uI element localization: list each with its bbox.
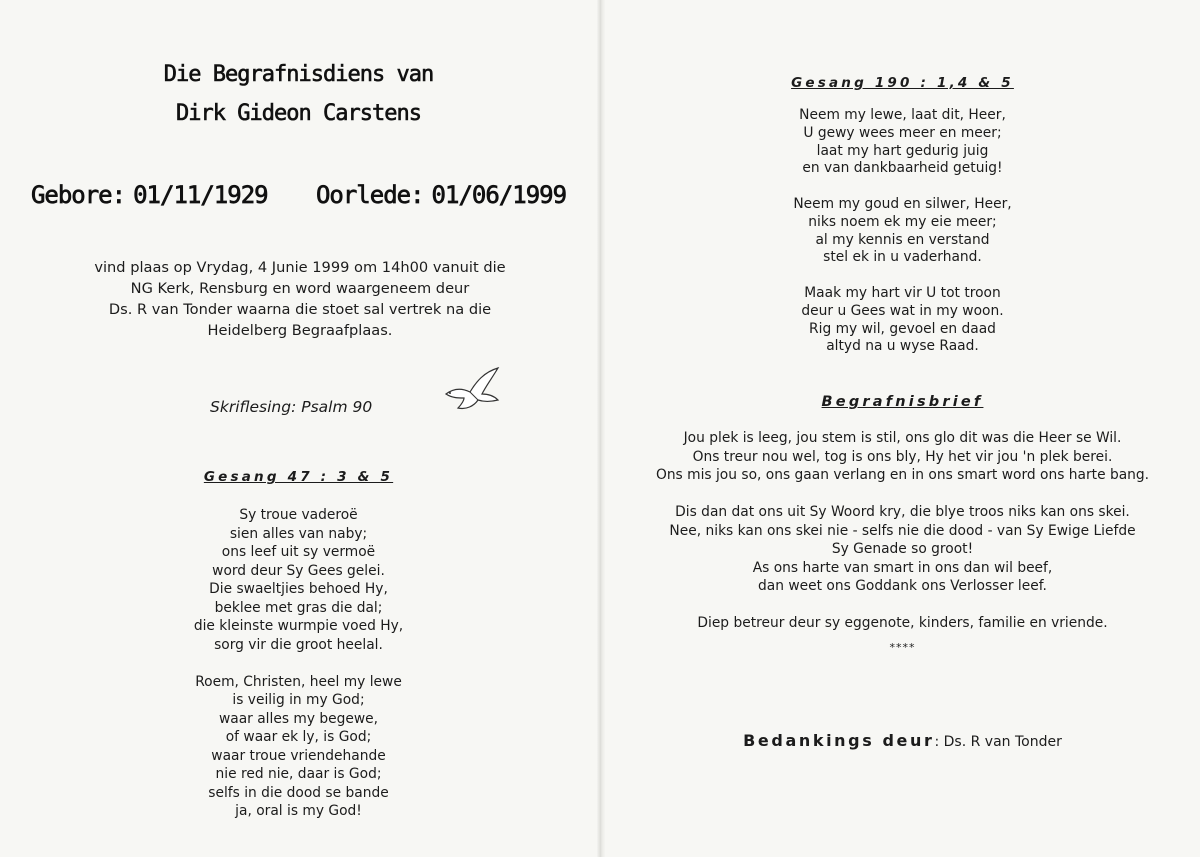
right-panel: [605, 0, 1200, 857]
deceased-name: Dirk Gideon Carstens: [176, 101, 421, 126]
dates-line: [0, 181, 597, 209]
verse-line: selfs in die dood se bande: [208, 784, 389, 801]
died-date: 01/06/1999: [431, 181, 567, 209]
verse-line: al my kennis en verstand: [815, 231, 990, 248]
verse-line: ja, oral is my God!: [235, 803, 362, 819]
verse-line: waar alles my begewe,: [218, 710, 379, 727]
verse-line: is veilig in my God;: [232, 692, 365, 708]
died-label: Oorlede:: [315, 181, 424, 209]
center-fold: [597, 0, 605, 857]
hymn-47-heading: Gesang 47 : 3 & 5: [203, 469, 394, 485]
verse-line: Die swaeltjies behoed Hy,: [209, 581, 388, 597]
hymn-190-verses: [605, 107, 1200, 356]
dove-icon: [440, 364, 502, 412]
verse-line: Maak my hart vir U tot troon: [804, 284, 1001, 301]
letter-line: dan weet ons Goddank ons Verlosser leef.: [758, 578, 1047, 594]
funeral-letter: [605, 429, 1200, 651]
verse-line: Neem my goud en silwer, Heer,: [793, 195, 1012, 212]
hymn-190-stanza-3: [605, 285, 1200, 356]
verse-line: waar troue vriendehande: [211, 747, 386, 764]
verse-line: deur u Gees wat in my woon.: [801, 302, 1004, 319]
verse-line: sien alles van naby;: [229, 525, 368, 542]
verse-line: Roem, Christen, heel my lewe: [195, 673, 402, 690]
letter-line: Dis dan dat ons uit Sy Woord kry, die blye troos niks kan ons skei.: [675, 504, 1130, 520]
letter-line: Ons mis jou so, ons gaan verlang en in ons smart word ons harte bang.: [655, 467, 1150, 483]
intro-line: Heidelberg Begraafplaas.: [207, 322, 393, 339]
hymn-47-stanza-2: [0, 673, 597, 821]
verse-line: altyd na u wyse Raad.: [826, 338, 979, 355]
intro-line: vind plaas op Vrydag, 4 Junie 1999 om 14h00 vanuit die: [94, 259, 506, 276]
verse-line: beklee met gras die dal;: [214, 599, 383, 616]
letter-paragraph-2: [605, 503, 1200, 596]
hymn-190-heading: Gesang 190 : 1,4 & 5: [791, 75, 1014, 91]
born-date: 01/11/1929: [133, 181, 268, 209]
hymn-190-stanza-2: [605, 196, 1200, 267]
verse-line: sorg vir die groot heelal.: [214, 636, 383, 653]
intro-line: Ds. R van Tonder waarna die stoet sal vertrek na die: [108, 301, 492, 318]
letter-paragraph-1: [605, 429, 1200, 485]
separator-stars: ****: [889, 641, 916, 654]
hymn-47-stanza-1: [0, 506, 597, 654]
letter-line: As ons harte van smart in ons dan wil beef,: [752, 559, 1053, 576]
verse-line: laat my hart gedurig juig: [816, 142, 989, 159]
born-label: Gebore:: [30, 181, 126, 209]
verse-line: nie red nie, daar is God;: [215, 766, 382, 782]
verse-line: Neem my lewe, laat dit, Heer,: [799, 107, 1006, 123]
officiant-name: : Ds. R van Tonder: [934, 734, 1062, 750]
verse-line: U gewy wees meer en meer;: [803, 124, 1002, 141]
letter-heading: Begrafnisbrief: [821, 394, 984, 410]
hymn-47-verses: [0, 506, 597, 839]
verse-line: Sy troue vaderoë: [239, 507, 358, 523]
verse-line: Rig my wil, gevoel en daad: [809, 320, 996, 337]
hymn-190-stanza-1: [605, 107, 1200, 178]
mourners-line: [605, 614, 1200, 633]
title-line-1: Die Begrafnisdiens van: [163, 62, 434, 87]
letter-line: Ons treur nou wel, tog is ons bly, Hy het vir jou 'n plek berei.: [692, 448, 1113, 465]
left-panel: [0, 0, 597, 857]
verse-line: stel ek in u vaderhand.: [823, 249, 982, 266]
service-details: [20, 257, 580, 341]
scripture-reading: Skriflesing: Psalm 90: [210, 398, 373, 416]
verse-line: die kleinste wurmpie voed Hy,: [193, 618, 404, 634]
letter-line: Nee, niks kan ons skei nie - selfs nie die dood - van Sy Ewige Liefde: [669, 522, 1136, 539]
thanks-label: Bedankings deur: [743, 731, 935, 750]
verse-line: of waar ek ly, is God;: [225, 729, 372, 745]
intro-line: NG Kerk, Rensburg en word waargeneem deur: [130, 280, 470, 297]
letter-line: Jou plek is leeg, jou stem is stil, ons glo dit was die Heer se Wil.: [683, 430, 1122, 446]
thanks-line: [605, 731, 1200, 750]
verse-line: word deur Sy Gees gelei.: [212, 562, 385, 579]
verse-line: ons leef uit sy vermoë: [221, 544, 376, 560]
verse-line: niks noem ek my eie meer;: [808, 213, 997, 230]
mourners-text: Diep betreur deur sy eggenote, kinders, familie en vriende.: [697, 615, 1108, 631]
verse-line: en van dankbaarheid getuig!: [802, 160, 1003, 177]
letter-line: Sy Genade so groot!: [831, 541, 974, 557]
